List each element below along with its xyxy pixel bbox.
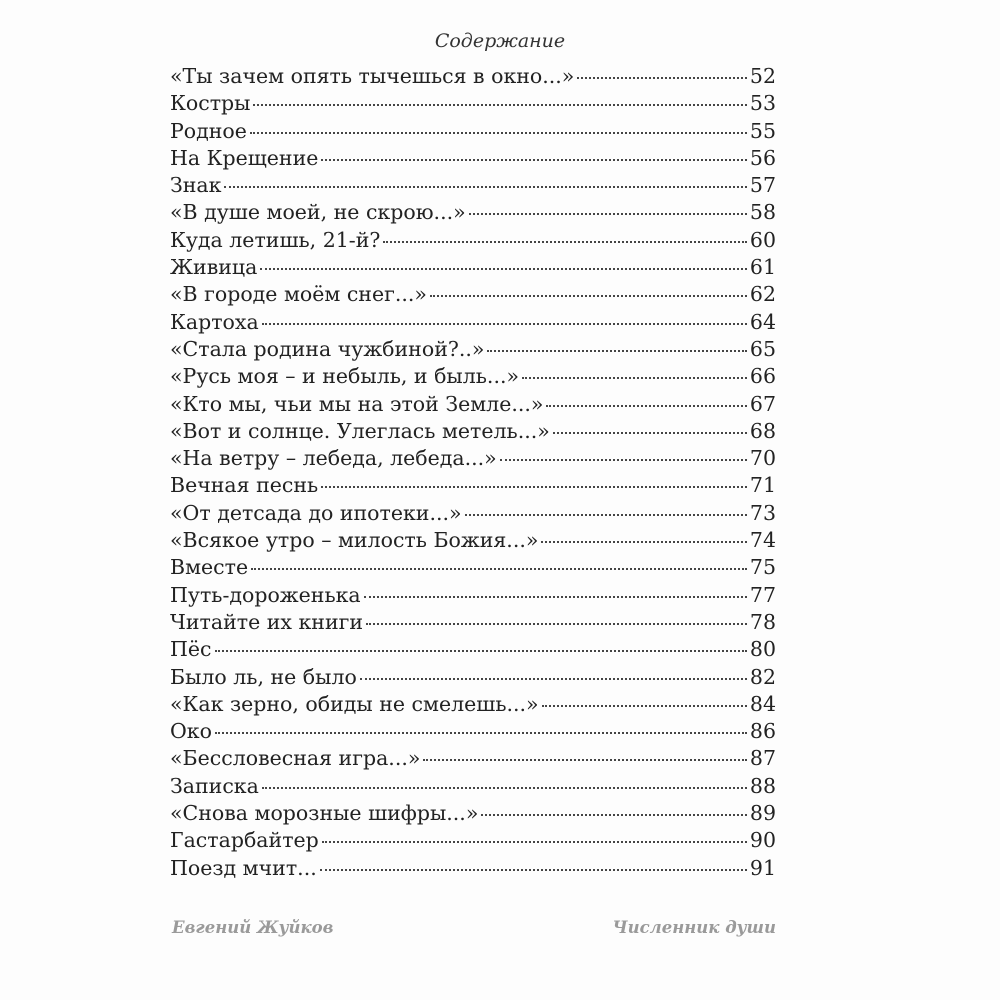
toc-entry-page-number: 77 — [749, 582, 776, 607]
toc-entry — [170, 364, 776, 391]
toc-entry-title: Живица — [170, 255, 258, 280]
toc-entry — [170, 501, 776, 528]
dot-leader — [215, 650, 747, 652]
toc-entry — [170, 173, 776, 200]
dot-leader — [251, 568, 747, 570]
toc-entry — [170, 282, 776, 309]
dot-leader — [224, 186, 746, 188]
toc-entry-page-number: 53 — [749, 91, 776, 116]
toc-entry-title: Око — [170, 719, 212, 744]
toc-entry — [170, 801, 776, 828]
toc-entry-title: Путь-дороженька — [170, 582, 361, 607]
dot-leader — [522, 377, 747, 379]
toc-entry-page-number: 84 — [749, 691, 776, 716]
toc-entry — [170, 392, 776, 419]
dot-leader — [541, 541, 747, 543]
toc-entry — [170, 419, 776, 446]
toc-entry-page-number: 70 — [749, 446, 776, 471]
toc-entry-page-number: 82 — [749, 664, 776, 689]
dot-leader — [321, 486, 747, 488]
toc-entry-page-number: 71 — [749, 473, 776, 498]
dot-leader — [487, 350, 746, 352]
toc-entry-title: Поезд мчит... — [170, 855, 317, 880]
toc-entry — [170, 146, 776, 173]
footer-author: Евгений Жуйков — [172, 918, 334, 937]
dot-leader — [469, 213, 747, 215]
dot-leader — [577, 77, 747, 79]
page-title: Содержание — [434, 30, 566, 52]
toc-entry-page-number: 68 — [749, 418, 776, 443]
toc-entry-title: «Русь моя – и небыль, и быль...» — [170, 364, 520, 389]
toc-entry — [170, 528, 776, 555]
toc-entry-title: Пёс — [170, 637, 212, 662]
dot-leader — [360, 678, 747, 680]
toc-entry-title: На Крещение — [170, 145, 319, 170]
toc-entry — [170, 200, 776, 227]
toc-entry — [170, 774, 776, 801]
toc-entry-page-number: 61 — [749, 255, 776, 280]
dot-leader — [262, 787, 747, 789]
toc-entry-page-number: 56 — [749, 145, 776, 170]
toc-entry — [170, 91, 776, 118]
toc-entry — [170, 228, 776, 255]
toc-entry — [170, 119, 776, 146]
dot-leader — [250, 132, 747, 134]
toc-entry-title: Костры — [170, 91, 251, 116]
dot-leader — [322, 841, 747, 843]
dot-leader — [465, 514, 747, 516]
toc-entry-title: «Кто мы, чьи мы на этой Земле...» — [170, 391, 544, 416]
toc-entry-page-number: 74 — [749, 528, 776, 553]
toc-entry — [170, 665, 776, 692]
dot-leader — [430, 295, 747, 297]
toc-entry — [170, 692, 776, 719]
toc-entry — [170, 637, 776, 664]
toc-entry-title: «В городе моём снег...» — [170, 282, 427, 307]
dot-leader — [262, 323, 747, 325]
toc-entry-page-number: 57 — [749, 173, 776, 198]
dot-leader — [321, 159, 747, 161]
toc-entry-page-number: 55 — [749, 118, 776, 143]
table-of-contents — [170, 64, 776, 883]
toc-entry-page-number: 88 — [749, 773, 776, 798]
toc-entry-title: «Вот и солнце. Улеглась метель...» — [170, 418, 550, 443]
toc-entry-page-number: 86 — [749, 719, 776, 744]
dot-leader — [500, 459, 747, 461]
toc-entry-page-number: 87 — [749, 746, 776, 771]
toc-entry-title: Родное — [170, 118, 247, 143]
toc-entry — [170, 255, 776, 282]
toc-entry-title: Знак — [170, 173, 222, 198]
dot-leader — [320, 869, 747, 871]
dot-leader — [553, 432, 747, 434]
toc-entry-title: «Снова морозные шифры...» — [170, 801, 479, 826]
dot-leader — [366, 623, 747, 625]
toc-entry — [170, 446, 776, 473]
toc-entry-page-number: 67 — [749, 391, 776, 416]
toc-entry-title: Гастарбайтер — [170, 828, 319, 853]
toc-entry-page-number: 52 — [749, 64, 776, 88]
toc-entry — [170, 856, 776, 883]
toc-entry — [170, 473, 776, 500]
toc-entry — [170, 337, 776, 364]
dot-leader — [253, 104, 746, 106]
toc-entry — [170, 828, 776, 855]
dot-leader — [383, 241, 747, 243]
toc-entry — [170, 719, 776, 746]
toc-entry-title: «На ветру – лебеда, лебеда...» — [170, 446, 497, 471]
toc-entry-page-number: 60 — [749, 227, 776, 252]
toc-entry-title: «Ты зачем опять тычешься в окно...» — [170, 64, 575, 88]
toc-entry-title: Записка — [170, 773, 259, 798]
toc-entry — [170, 64, 776, 91]
toc-entry-title: «Бессловесная игра...» — [170, 746, 421, 771]
toc-entry-title: Вместе — [170, 555, 249, 580]
toc-entry — [170, 610, 776, 637]
dot-leader — [260, 268, 747, 270]
toc-entry-title: «Стала родина чужбиной?..» — [170, 336, 485, 361]
toc-entry-page-number: 75 — [749, 555, 776, 580]
toc-entry-page-number: 78 — [749, 609, 776, 634]
footer-book-title: Численник души — [612, 918, 776, 937]
toc-entry-title: «В душе моей, не скрою...» — [170, 200, 466, 225]
toc-entry-page-number: 64 — [749, 309, 776, 334]
toc-entry-page-number: 90 — [749, 828, 776, 853]
dot-leader — [215, 732, 747, 734]
page-footer — [172, 918, 776, 937]
toc-entry — [170, 583, 776, 610]
toc-entry-title: Куда летишь, 21-й? — [170, 227, 381, 252]
toc-entry-page-number: 89 — [749, 801, 776, 826]
toc-entry — [170, 746, 776, 773]
toc-entry — [170, 555, 776, 582]
toc-entry-page-number: 80 — [749, 637, 776, 662]
toc-entry-page-number: 58 — [749, 200, 776, 225]
dot-leader — [481, 814, 747, 816]
dot-leader — [546, 405, 746, 407]
toc-entry-page-number: 65 — [749, 336, 776, 361]
toc-entry-title: Картоха — [170, 309, 259, 334]
toc-entry-page-number: 91 — [749, 855, 776, 880]
toc-entry-page-number: 73 — [749, 500, 776, 525]
toc-entry-title: «Всякое утро – милость Божия...» — [170, 528, 539, 553]
toc-entry-page-number: 62 — [749, 282, 776, 307]
dot-leader — [423, 759, 747, 761]
dot-leader — [364, 596, 747, 598]
toc-entry-title: «Как зерно, обиды не смелешь...» — [170, 691, 539, 716]
toc-entry-title: Читайте их книги — [170, 609, 364, 634]
toc-entry-title: «От детсада до ипотеки...» — [170, 500, 462, 525]
dot-leader — [542, 705, 747, 707]
toc-entry-title: Было ль, не было — [170, 664, 357, 689]
toc-entry-title: Вечная песнь — [170, 473, 319, 498]
toc-entry-page-number: 66 — [749, 364, 776, 389]
toc-entry — [170, 310, 776, 337]
